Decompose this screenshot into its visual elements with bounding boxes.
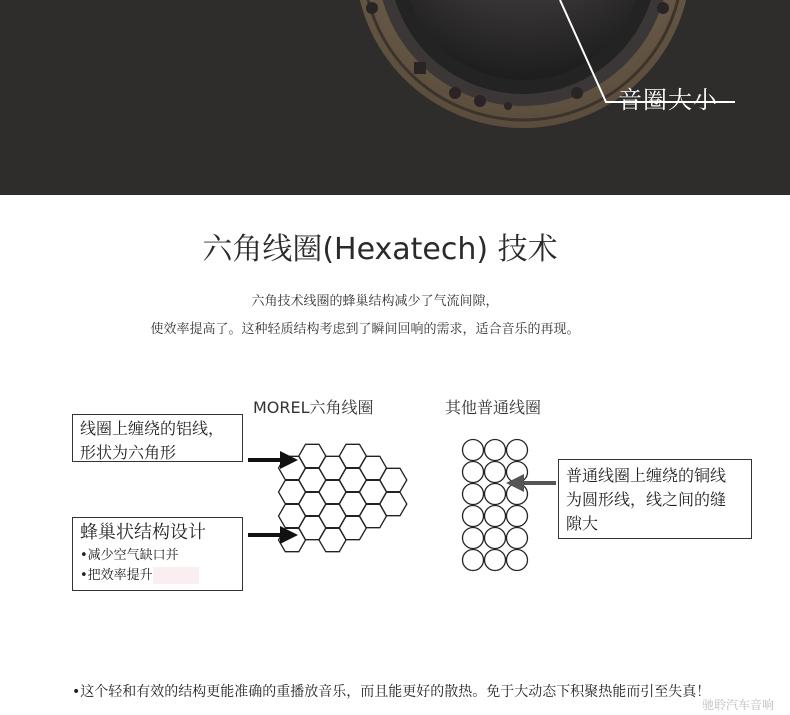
aluminum-wire-line-1: 线圈上缠绕的铝线， bbox=[80, 419, 225, 438]
footer-description: •这个轻和有效的结构更能准确的重播放音乐，而且能更好的散热。免于大动态下积聚热能而引至失真！ bbox=[72, 684, 711, 700]
round-wire-cell bbox=[507, 528, 528, 549]
hexagon-cell bbox=[380, 492, 407, 515]
round-wire-cell bbox=[463, 528, 484, 549]
hexagon-honeycomb-icon bbox=[279, 444, 407, 551]
round-wire-cell bbox=[463, 550, 484, 571]
honeycomb-design-box bbox=[72, 517, 243, 591]
round-wire-cell bbox=[463, 484, 484, 505]
honeycomb-bullet-1: •减少空气缺口并 bbox=[80, 548, 179, 563]
page-title: 六角线圈(Hexatech) 技术 bbox=[202, 232, 558, 267]
copper-wire-line-2: 为圆形线，线之间的缝 bbox=[566, 490, 727, 509]
round-wire-cell bbox=[463, 506, 484, 527]
aluminum-wire-line-2: 形状为六角形 bbox=[80, 443, 177, 462]
round-wire-cell bbox=[485, 550, 506, 571]
honeycomb-bullet-2: •把效率提升 bbox=[80, 568, 153, 583]
honeycomb-design-heading: 蜂巢状结构设计 bbox=[80, 522, 206, 543]
copper-wire-line-1: 普通线圈上缠绕的铜线 bbox=[566, 466, 727, 485]
round-wire-cell bbox=[485, 484, 506, 505]
round-wire-cell bbox=[507, 440, 528, 461]
copper-wire-line-3: 隙大 bbox=[566, 514, 599, 533]
intro-line-1: 六角技术线圈的蜂巢结构减少了气流间隙， bbox=[251, 294, 499, 309]
round-coil-label: 其他普通线圈 bbox=[445, 398, 542, 417]
aluminum-wire-box bbox=[72, 414, 243, 462]
round-wire-cell bbox=[463, 462, 484, 483]
round-wire-cell bbox=[463, 440, 484, 461]
round-wire-cell bbox=[485, 528, 506, 549]
watermark: 驰聆汽车音响 bbox=[701, 698, 774, 712]
copper-wire-box bbox=[558, 459, 752, 539]
highlight-mark bbox=[153, 567, 199, 584]
intro-line-2: 使效率提高了。这种轻质结构考虑到了瞬间回响的需求，适合音乐的再现。 bbox=[150, 322, 580, 337]
round-wire-cell bbox=[485, 440, 506, 461]
round-wire-cell bbox=[485, 506, 506, 527]
hexagon-cell bbox=[380, 468, 407, 491]
round-wire-cell bbox=[507, 550, 528, 571]
round-wire-cell bbox=[485, 462, 506, 483]
hex-coil-label: MOREL六角线圈 bbox=[253, 398, 374, 417]
voice-coil-size-label: 音圈大小 bbox=[618, 86, 718, 114]
round-wire-cell bbox=[507, 506, 528, 527]
round-coil-icon bbox=[463, 440, 528, 571]
